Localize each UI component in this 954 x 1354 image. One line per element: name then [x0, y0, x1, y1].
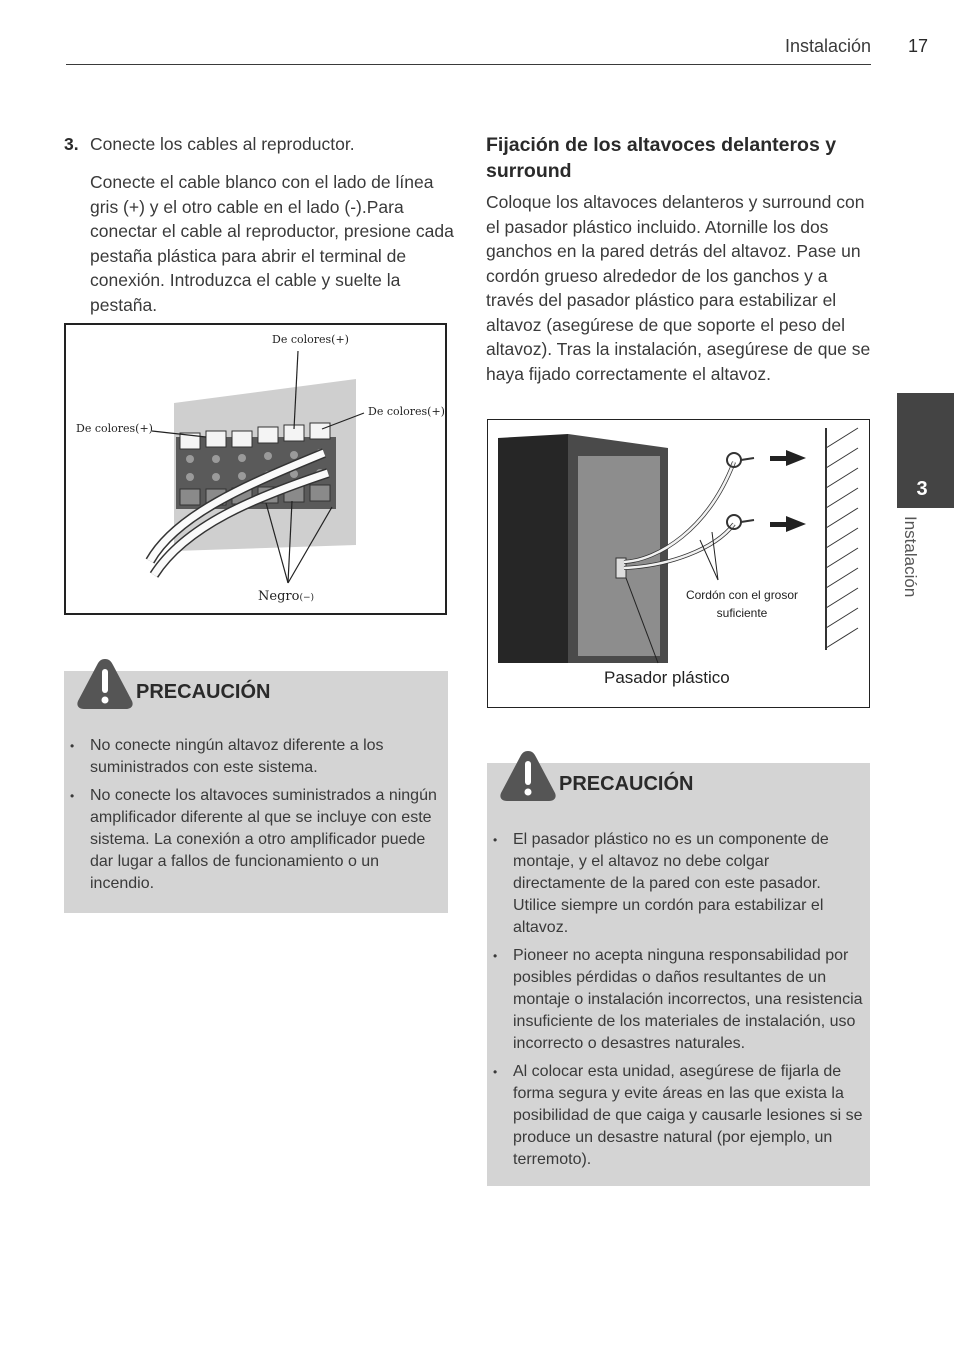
caution-title: PRECAUCIÓN	[136, 681, 271, 703]
section-title: Fijación de los altavoces delanteros y surround	[486, 134, 837, 182]
header-divider	[66, 64, 871, 65]
list-item: • Pioneer no acepta ninguna responsabilidad por posibles pérdidas o daños resultantes de un montaje o instalación incorrectos, una resistencia insuficiente de los materiales de instalación, uso incorrecto o desastres naturales.	[487, 945, 865, 1055]
label-bottom: Negro(−)	[258, 589, 315, 604]
warning-icon	[76, 657, 134, 711]
list-item: • El pasador plástico no es un componente de montaje, y el altavoz no debe colgar directamente de la pared con este pasador. Utilice siempre un cordón para estabilizar el altavoz.	[487, 829, 865, 939]
warning-icon	[499, 749, 557, 803]
label-right: De colores(+)	[368, 405, 445, 418]
step-number: 3.	[64, 134, 79, 154]
caution-box-left	[64, 671, 448, 913]
terminal-figure	[64, 323, 447, 615]
mount-figure	[487, 419, 870, 708]
caution-title: PRECAUCIÓN	[559, 773, 694, 795]
caution-list	[64, 735, 444, 901]
caution-list	[487, 829, 865, 1177]
list-item: • No conecte los altavoces suministrados a ningún amplificador diferente al que se incluye con este sistema. La conexión a otro amplificador puede dar lugar a fallos de funcionamiento o un incendio.	[64, 785, 444, 895]
header-section-title: Instalación	[784, 36, 871, 56]
chapter-label: Instalación	[901, 516, 920, 598]
terminal-illustration	[66, 325, 446, 613]
label-top: De colores(+)	[272, 333, 349, 346]
page-number: 17	[908, 36, 929, 56]
section-body: Coloque los altavoces delanteros y surround con el pasador plástico incluido. Atornille los dos ganchos en la pared detrás del altavoz. Pase un cordón grueso alrededor de los ganchos y a través del pasador plástico para estabilizar el altavoz (asegúrese de que soporte el peso del altavoz). Tras la instalación, asegúrese de que se haya fijado correctamente el altavoz.	[486, 192, 871, 384]
list-item: • Al colocar esta unidad, asegúrese de fijarla de forma segura y evite áreas en las que exista la posibilidad de que caiga y causarle lesiones si se produce un desastre natural (por ejemplo, un terremoto).	[487, 1061, 865, 1171]
cord-label: Cordón con el grosor suficiente	[685, 588, 799, 620]
chapter-number: 3	[916, 478, 928, 500]
list-item: • No conecte ningún altavoz diferente a los suministrados con este sistema.	[64, 735, 444, 779]
step-text: Conecte los cables al reproductor.	[90, 134, 355, 154]
caution-box-right	[487, 763, 870, 1186]
clip-label: Pasador plástico	[604, 668, 730, 687]
label-left: De colores(+)	[76, 422, 153, 435]
mount-illustration	[488, 420, 868, 706]
step-detail: Conecte el cable blanco con el lado de línea gris (+) y el otro cable en el lado (-).Para conectar el cable al reproductor, presione cada pestaña plástica para abrir el terminal de conexión. Introduzca el cable y suelte la pestaña.	[90, 172, 454, 315]
